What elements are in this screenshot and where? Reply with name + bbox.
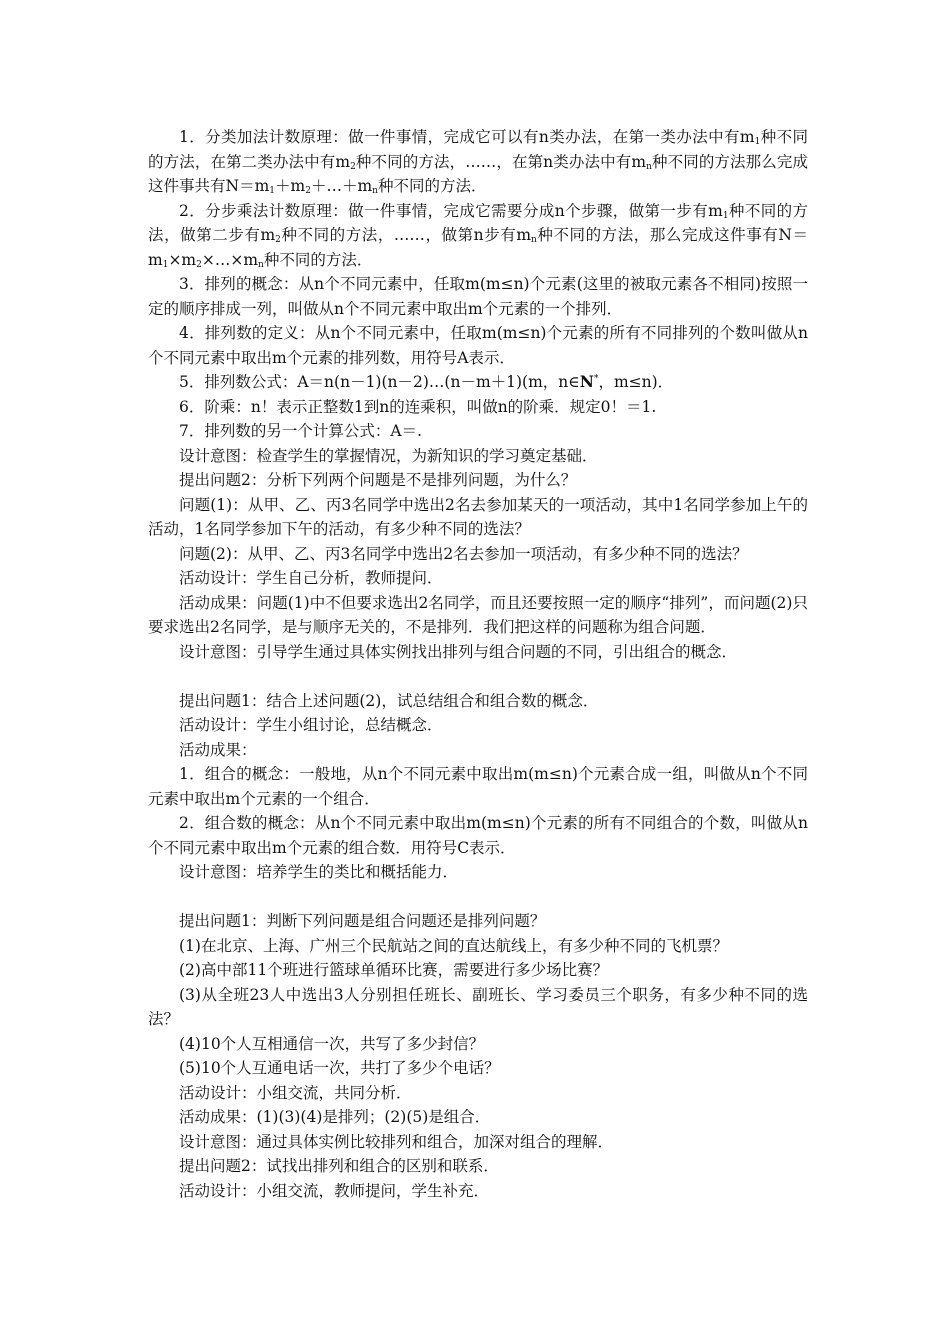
text-run: 设计意图：检查学生的掌握情况，为新知识的学习奠定基础． xyxy=(179,446,598,465)
paragraph xyxy=(148,370,808,395)
paragraph xyxy=(148,713,808,738)
text-run: 种不同的方法，在第二类办法中有m xyxy=(148,128,808,171)
text-run: 问题(2)：从甲、乙、丙3名同学中选出2名去参加一项活动，有多少种不同的选法？ xyxy=(179,544,748,563)
subscript: n xyxy=(646,161,652,172)
text-run: N xyxy=(579,372,594,391)
text-run: 1．分类加法计数原理：做一件事情，完成它可以有n类办法，在第一类办法中有m xyxy=(179,128,755,146)
text-run: ×m xyxy=(168,250,197,269)
text-run: 种不同的方法那么完成这件事共有N＝m xyxy=(148,152,809,195)
text-run: 6．阶乘：n！表示正整数1到n的连乘积，叫做n的阶乘．规定0！＝1. xyxy=(179,397,657,416)
paragraph xyxy=(148,689,808,714)
subscript: 2 xyxy=(196,259,202,270)
paragraph xyxy=(148,1154,808,1179)
paragraph xyxy=(148,1056,808,1081)
subscript: 1 xyxy=(269,186,275,196)
text-run: 4．排列数的定义：从n个不同元素中，任取m(m≤n)个元素的所有不同排列的个数叫做从n个不同元素中取出m个元素的排列数，用符号A表示． xyxy=(148,324,808,367)
text-run: 1．组合的概念：一般地，从n个不同元素中取出m(m≤n)个元素合成一组，叫做从n个不同元素中取出m个元素的一个组合． xyxy=(148,765,808,808)
text-run: 活动成果： xyxy=(179,740,257,759)
text-run: 种不同的方法，……，做第n步有m xyxy=(280,226,532,244)
text-run: 种不同的方法． xyxy=(263,250,373,269)
text-run: 活动成果：(1)(3)(4)是排列；(2)(5)是组合． xyxy=(179,1108,491,1126)
text-run: 5．排列数公式：A＝n(n－1)(n－2)…(n－m＋1)(m，n∈ xyxy=(179,373,580,391)
paragraph xyxy=(148,272,808,321)
paragraph xyxy=(148,958,808,983)
paragraph xyxy=(148,738,808,763)
text-run: 活动设计：小组交流，教师提问，学生补充． xyxy=(179,1181,490,1200)
blank-line xyxy=(148,885,808,910)
text-run: (5)10个人互通电话一次，共打了多少个电话？ xyxy=(179,1059,500,1077)
text-run: (3)从全班23人中选出3人分别担任班长、副班长、学习委员三个职务，有多少种不同的选法？ xyxy=(148,985,808,1028)
text-run: 提出问题1：判断下列问题是组合问题还是排列问题？ xyxy=(179,912,546,930)
paragraph xyxy=(148,762,808,811)
text-run: 活动设计：学生自己分析，教师提问． xyxy=(179,569,443,587)
text-run: 3．排列的概念：从n个不同元素中，任取m(m≤n)个元素(这里的被取元素各不相同)按照一定的顺序排成一列，叫做从n个不同元素中取出m个元素的一个排列． xyxy=(148,275,808,318)
text-run: ＋…＋m xyxy=(310,177,373,195)
text-run: ，m≤n)． xyxy=(598,373,674,391)
text-run: 活动成果：问题(1)中不但要求选出2名同学，而且还要按照一定的顺序“排列”，而问题(2)只要求选出2名同学，是与顺序无关的，不是排列．我们把这样的问题称为组合问题． xyxy=(148,593,808,636)
text-run: 种不同的方法． xyxy=(377,177,487,195)
text-run: ＋m xyxy=(275,177,306,195)
text-run: 2．分步乘法计数原理：做一件事情，完成它需要分成n个步骤，做第一步有m xyxy=(179,201,723,220)
paragraph xyxy=(148,566,808,591)
text-run: (2)高中部11个班进行篮球单循环比赛，需要进行多少场比赛？ xyxy=(179,961,609,979)
text-run: 种不同的方法，……，在第n类办法中有m xyxy=(355,152,647,171)
text-run: 7．排列数的另一个计算公式：A＝. xyxy=(179,422,422,440)
paragraph xyxy=(148,321,808,370)
text-run: 设计意图：引导学生通过具体实例找出排列与组合问题的不同，引出组合的概念． xyxy=(179,642,738,661)
paragraph xyxy=(148,983,808,1032)
paragraph xyxy=(148,1032,808,1057)
paragraph xyxy=(148,395,808,420)
paragraph xyxy=(148,1130,808,1155)
paragraph xyxy=(148,1105,808,1130)
paragraph xyxy=(148,419,808,444)
subscript: n xyxy=(258,259,264,270)
subscript: n xyxy=(372,186,378,196)
subscript: 1 xyxy=(722,210,729,221)
subscript: 1 xyxy=(754,137,761,147)
text-run: ×…×m xyxy=(201,250,259,269)
subscript: n xyxy=(531,235,537,245)
text-run: 设计意图：培养学生的类比和概括能力． xyxy=(179,863,459,881)
text-run: 提出问题2：分析下列两个问题是不是排列问题，为什么？ xyxy=(179,471,577,489)
text-run: 2．组合数的概念：从n个不同元素中取出m(m≤n)个元素的所有不同组合的个数，叫做从n个不同元素中取出m个元素的组合数．用符号C表示． xyxy=(148,814,808,857)
document-body xyxy=(148,125,808,1203)
blank-line xyxy=(148,664,808,689)
paragraph xyxy=(148,125,808,199)
text-run: 活动设计：小组交流，共同分析． xyxy=(179,1083,412,1102)
subscript: 2 xyxy=(350,161,356,172)
superscript: * xyxy=(593,373,599,384)
paragraph xyxy=(148,934,808,959)
paragraph xyxy=(148,444,808,469)
paragraph xyxy=(148,811,808,860)
paragraph xyxy=(148,1179,808,1204)
text-run: 设计意图：通过具体实例比较排列和组合，加深对组合的理解． xyxy=(179,1132,614,1151)
text-run: (1)在北京、上海、广州三个民航站之间的直达航线上，有多少种不同的飞机票？ xyxy=(179,936,728,955)
text-run: 种不同的方法，那么完成这件事有N＝m xyxy=(148,226,808,269)
paragraph xyxy=(148,640,808,665)
text-run: 问题(1)：从甲、乙、丙3名同学中选出2名去参加某天的一项活动，其中1名同学参加上午的活动，1名同学参加下午的活动，有多少种不同的选法？ xyxy=(148,495,808,538)
paragraph xyxy=(148,468,808,493)
subscript: 2 xyxy=(275,235,281,245)
text-run: 活动设计：学生小组讨论，总结概念． xyxy=(179,716,443,734)
paragraph xyxy=(148,860,808,885)
text-run: (4)10个人互相通信一次，共写了多少封信？ xyxy=(179,1034,485,1053)
paragraph xyxy=(148,909,808,934)
subscript: 2 xyxy=(305,186,311,196)
text-run: 提出问题1：结合上述问题(2)，试总结组合和组合数的概念． xyxy=(179,691,599,710)
text-run: 提出问题2：试找出排列和组合的区别和联系． xyxy=(179,1157,499,1175)
text-run: 种不同的方法，做第二步有m xyxy=(148,201,808,244)
paragraph xyxy=(148,493,808,542)
subscript: 1 xyxy=(162,259,169,270)
paragraph xyxy=(148,1081,808,1106)
paragraph xyxy=(148,591,808,640)
paragraph xyxy=(148,542,808,567)
paragraph xyxy=(148,199,808,273)
